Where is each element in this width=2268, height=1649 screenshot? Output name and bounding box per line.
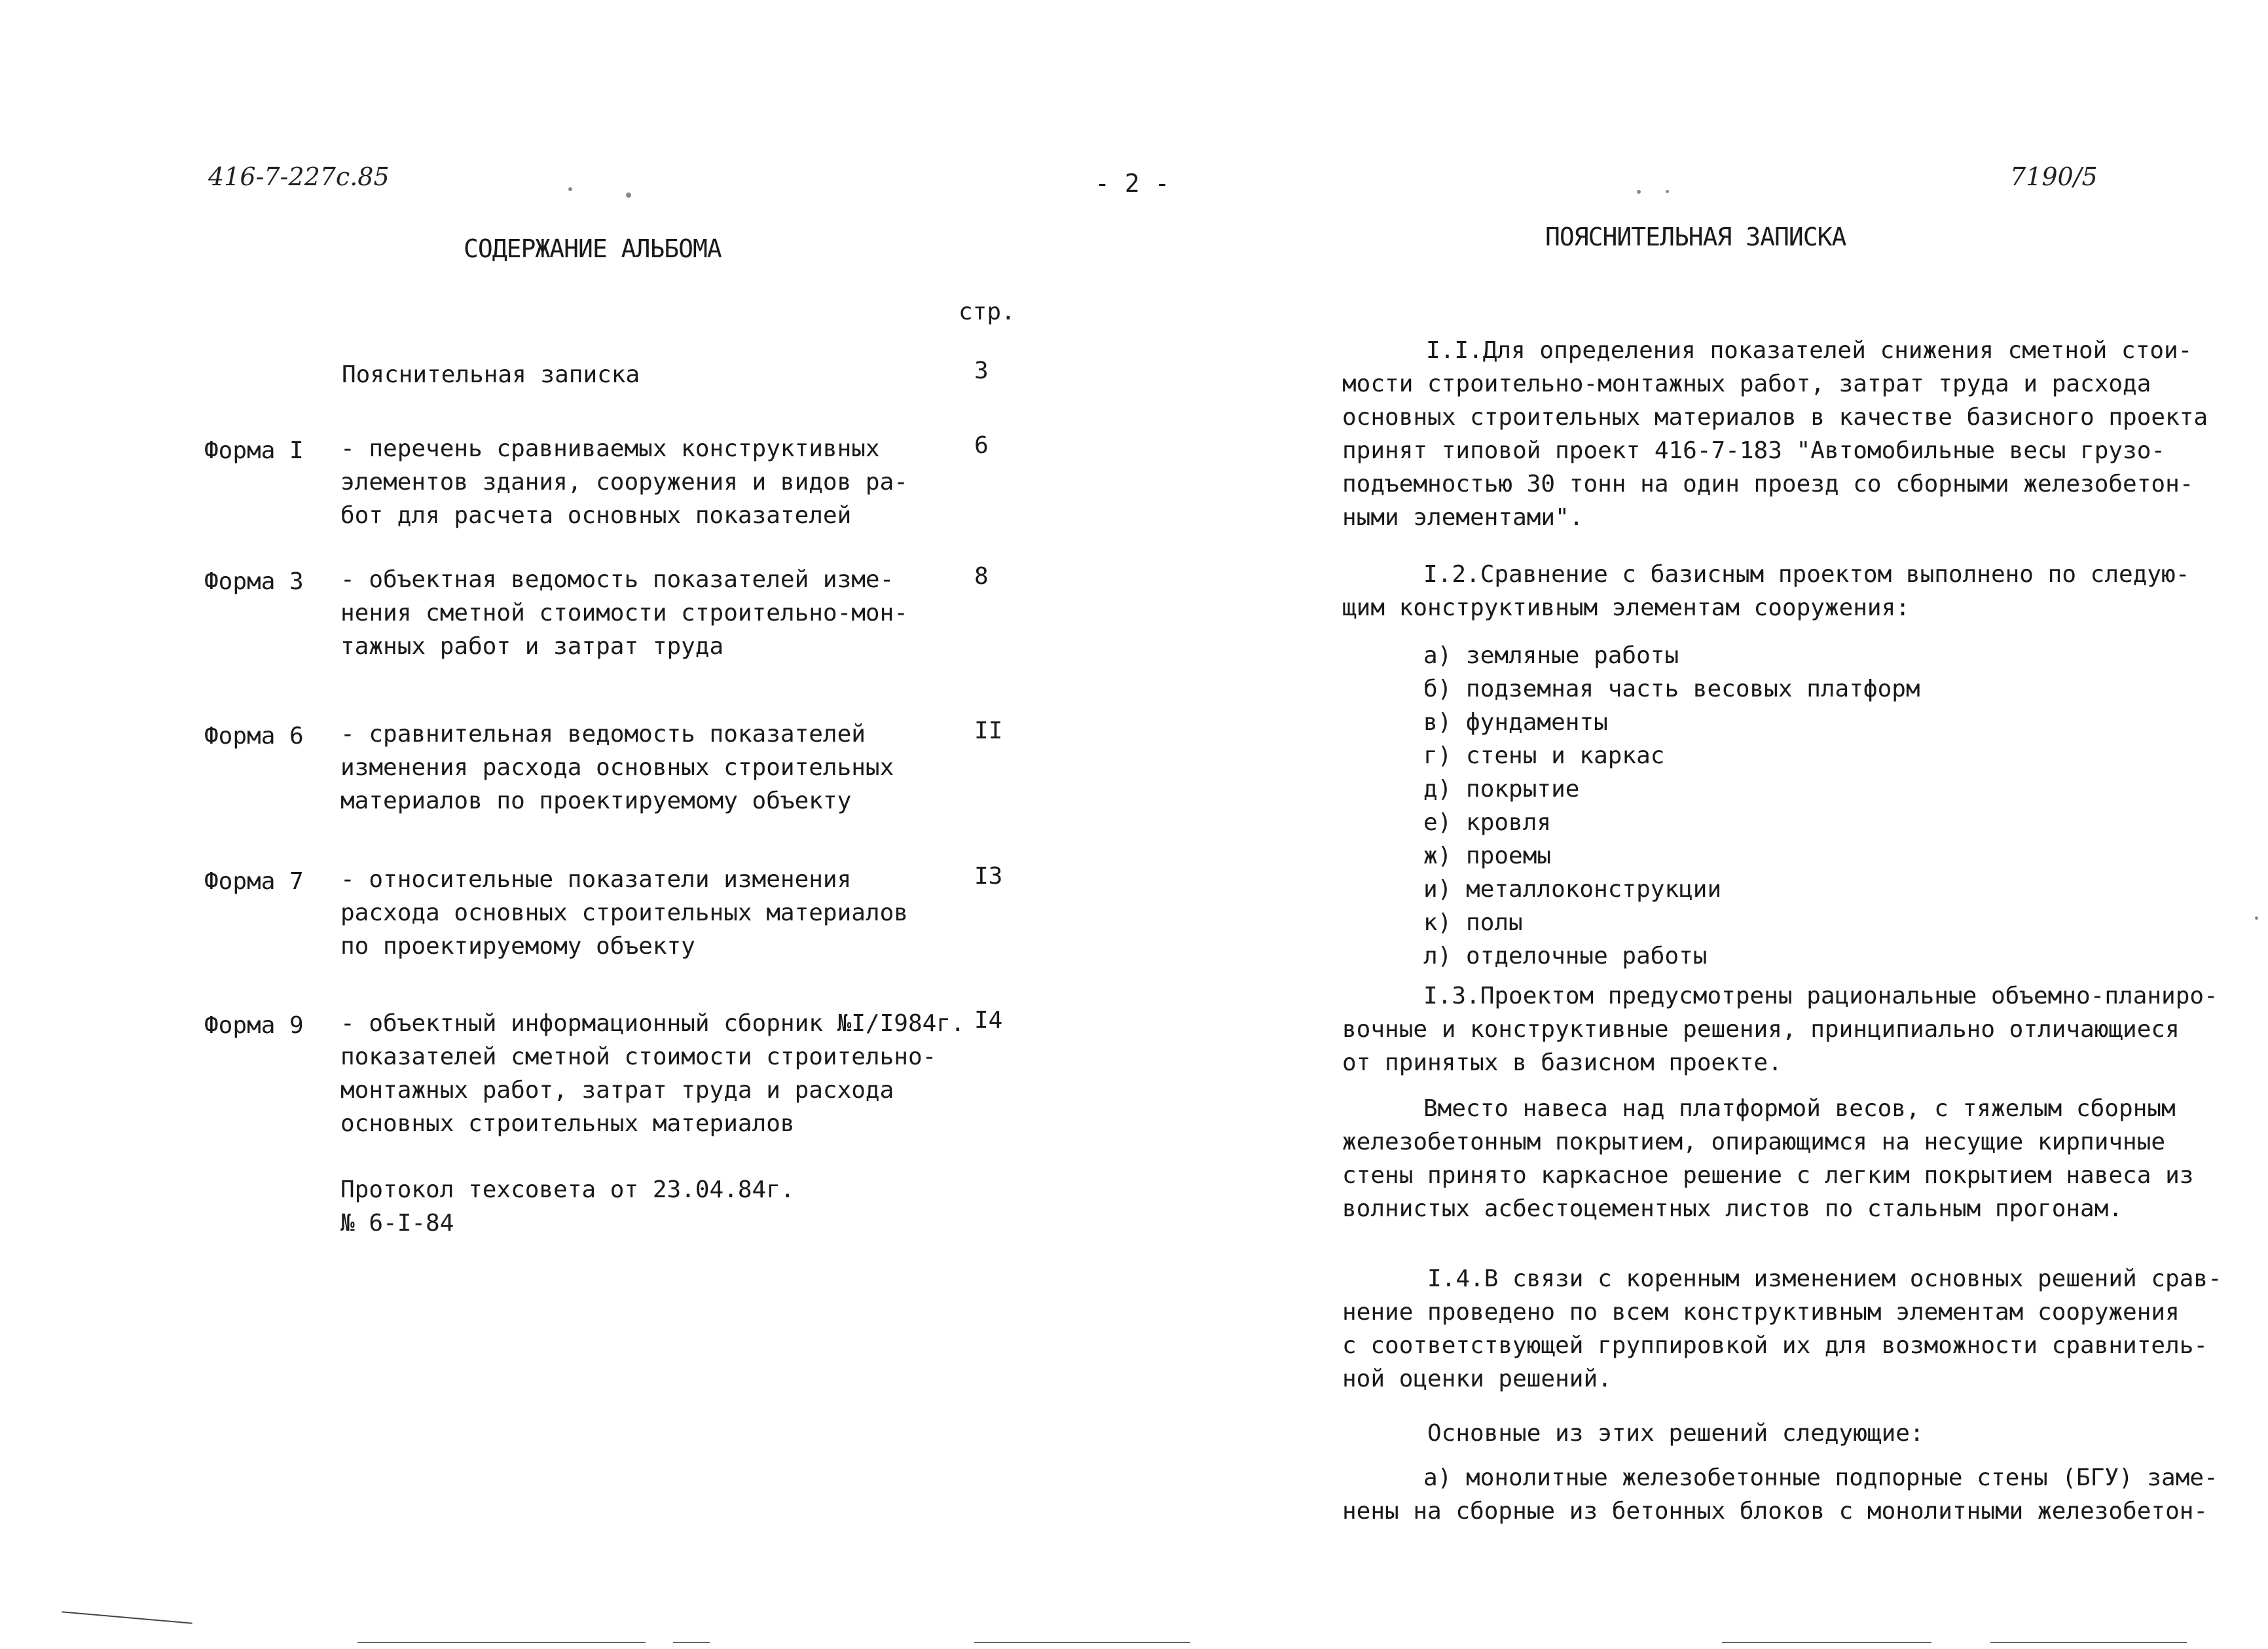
list-item: ж) проемы bbox=[1423, 843, 1552, 869]
scan-speck bbox=[568, 187, 572, 191]
toc-form-description: - перечень сравниваемых конструктивных элементов здания, сооружения и видов ра- бот для расчета основных показателей bbox=[340, 435, 908, 529]
list-item: б) подземная часть весовых платформ bbox=[1423, 676, 1920, 702]
scan-line bbox=[357, 1642, 646, 1643]
scan-speck bbox=[1666, 190, 1669, 193]
main-solutions-intro: Основные из этих решений следующие: bbox=[1427, 1420, 1924, 1447]
list-item: а) земляные работы bbox=[1423, 642, 1679, 669]
list-item: л) отделочные работы bbox=[1423, 943, 1708, 969]
paragraph-solution-a: а) монолитные железобетонные подпорные стены (БГУ) заме- нены на сборные из бетонных блоков с монолитными железобетон- bbox=[1342, 1464, 2218, 1525]
scan-line bbox=[1722, 1642, 1931, 1643]
page-number: - 2 - bbox=[1095, 169, 1170, 198]
scan-speck bbox=[626, 192, 631, 198]
elements-list bbox=[1423, 639, 1920, 973]
toc-form-description: - сравнительная ведомость показателей изменения расхода основных строительных материалов по проектируемому объекту bbox=[340, 721, 894, 814]
scan-line bbox=[1990, 1642, 2187, 1643]
toc-form-description: - объектный информационный сборник №I/I984г. показателей сметной стоимости строительно- монтажных работ, затрат труда и расхода основных строительных материалов bbox=[340, 1010, 965, 1137]
document-code: 416-7-227с.85 bbox=[208, 162, 390, 191]
toc-form-description: - относительные показатели изменения расхода основных строительных материалов по проектируемому объекту bbox=[340, 866, 908, 960]
toc-form-label: Форма 9 bbox=[204, 1012, 304, 1039]
scan-line bbox=[974, 1642, 1190, 1643]
protocol-reference: Протокол техсовета от 23.04.84г. № 6-I-84 bbox=[340, 1176, 795, 1237]
contents-title: СОДЕРЖАНИЕ АЛЬБОМА bbox=[464, 234, 722, 263]
list-item: г) стены и каркас bbox=[1423, 742, 1665, 769]
list-item: е) кровля bbox=[1423, 809, 1552, 836]
scan-line bbox=[62, 1611, 192, 1623]
paragraph-1-2: I.2.Сравнение с базисным проектом выполнено по следую- щим конструктивным элементам сооружения: bbox=[1342, 561, 2190, 621]
toc-entry-page: II bbox=[974, 717, 1003, 744]
toc-form-label: Форма 7 bbox=[204, 868, 304, 895]
archive-number: 7190/5 bbox=[2010, 162, 2098, 191]
paragraph-1-1: I.I.Для определения показателей снижения сметной стои- мости строительно-монтажных работ, затрат труда и расхода основных строительных материалов в качестве базисного проекта принят типовой проект 416-7-183 "Автомобильные весы грузо- подъемностью 30 тонн на один проезд со сборными железобетон- ными элементами". bbox=[1342, 337, 2208, 531]
toc-form-label: Форма I bbox=[204, 437, 304, 464]
scan-speck bbox=[1637, 190, 1641, 194]
toc-entry-page: I3 bbox=[974, 863, 1003, 890]
scan-speck bbox=[2255, 916, 2258, 920]
explanatory-note-title: ПОЯСНИТЕЛЬНАЯ ЗАПИСКА bbox=[1545, 223, 1846, 251]
scan-line bbox=[673, 1642, 710, 1643]
toc-form-label: Форма 6 bbox=[204, 723, 304, 750]
toc-entry-page: 6 bbox=[974, 432, 989, 459]
paragraph-canopy: Вместо навеса над платформой весов, с тяжелым сборным железобетонным покрытием, опирающимся на несущие кирпичные стены принято каркасное решение с легким покрытием навеса из волнистых асбестоцементных листов по стальным прогонам. bbox=[1342, 1095, 2194, 1222]
list-item: и) металлоконструкции bbox=[1423, 876, 1722, 903]
toc-entry-page: 3 bbox=[974, 357, 989, 384]
page-column-label: стр. bbox=[959, 299, 1015, 325]
toc-entry-explanatory-note: Пояснительная записка bbox=[342, 361, 640, 388]
list-item: в) фундаменты bbox=[1423, 709, 1608, 736]
toc-form-description: - объектная ведомость показателей изме- нения сметной стоимости строительно-мон- тажных работ и затрат труда bbox=[340, 566, 908, 660]
toc-entry-page: I4 bbox=[974, 1007, 1003, 1034]
paragraph-1-3: I.3.Проектом предусмотрены рациональные объемно-планиро- вочные и конструктивные решения, принципиально отличающиеся от принятых в базисном проекте. bbox=[1342, 983, 2218, 1076]
toc-entry-page: 8 bbox=[974, 563, 989, 590]
list-item: д) покрытие bbox=[1423, 776, 1580, 803]
toc-form-label: Форма 3 bbox=[204, 568, 304, 595]
paragraph-1-4: I.4.В связи с коренным изменением основных решений срав- нение проведено по всем конструктивным элементам сооружения с соответствующей группировкой их для возможности сравнитель- ной оценки решений. bbox=[1342, 1265, 2222, 1392]
list-item: к) полы bbox=[1423, 909, 1523, 936]
